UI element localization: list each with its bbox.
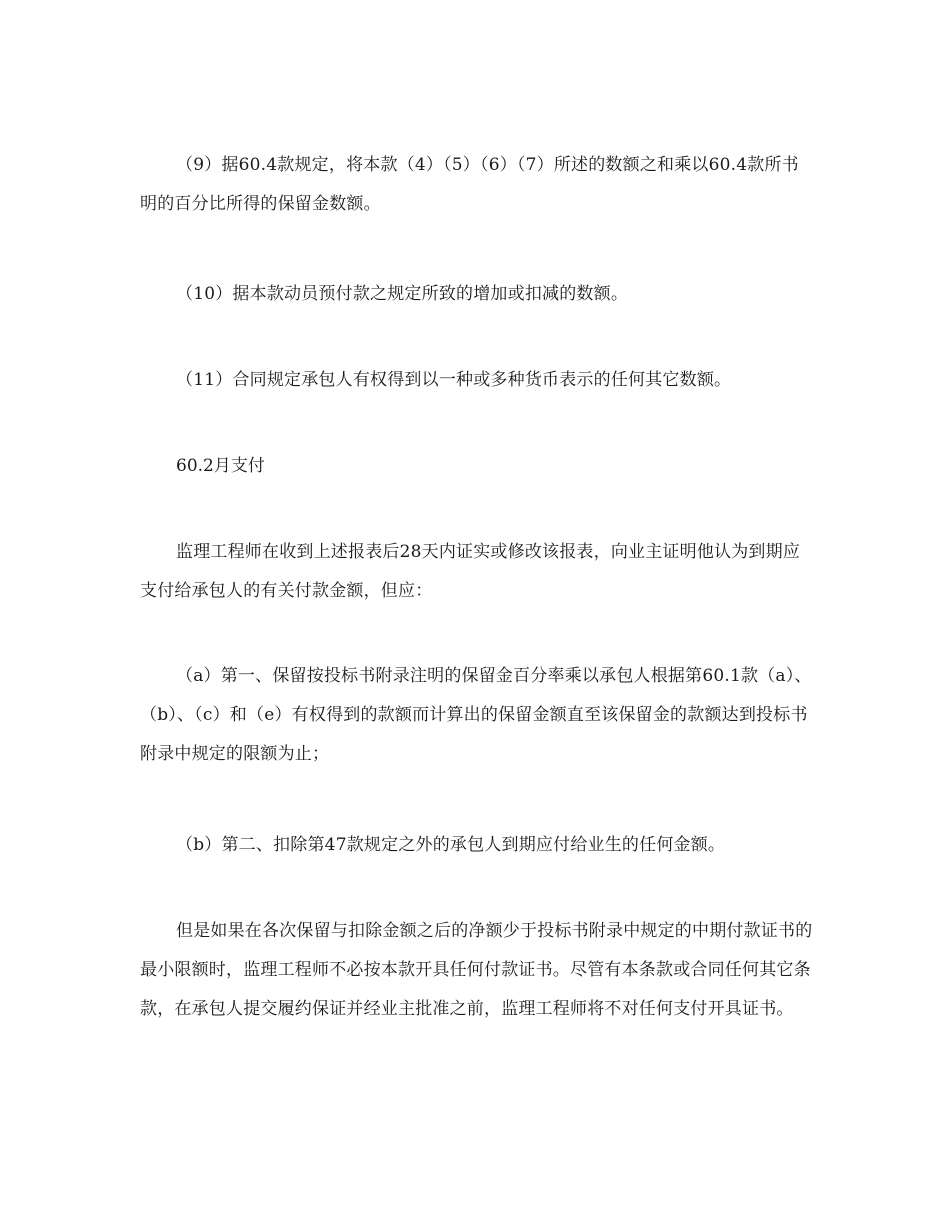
paragraph-item-9: （9）据60.4款规定，将本款（4）（5）（6）（7）所述的数额之和乘以60.4款所书明的百分比所得的保留金数额。 (140, 155, 799, 214)
paragraph-engineer-certification: 监理工程师在收到上述报表后28天内证实或修改该报表，向业主证明他认为到期应支付给承包人的有关付款金额，但应： (140, 542, 801, 601)
paragraph-item-a-retention: （a）第一、保留按投标书附录注明的保留金百分率乘以承包人根据第60.1款（a）、（b）、（c）和（e）有权得到的款额而计算出的保留金额直至该保留金的款额达到投标书附录中规定的限额为止； (140, 666, 812, 764)
paragraph-item-11: （11）合同规定承包人有权得到以一种或多种货币表示的任何其它数额。 (176, 370, 732, 390)
paragraph-item-10: （10）据本款动员预付款之规定所致的增加或扣减的数额。 (176, 284, 629, 304)
paragraph-minimum-amount: 但是如果在各次保留与扣除金额之后的净额少于投标书附录中规定的中期付款证书的最小限额时，监理工程师不必按本款开具任何付款证书。尽管有本条款或合同任何其它条款，在承包人提交履约保证并经业主批准之前，监理工程师将不对任何支付开具证书。 (140, 921, 813, 1019)
section-heading-60-2: 60.2月支付 (176, 456, 265, 476)
paragraph-item-b-deduction: （b）第二、扣除第47款规定之外的承包人到期应付给业生的任何金额。 (176, 835, 726, 855)
